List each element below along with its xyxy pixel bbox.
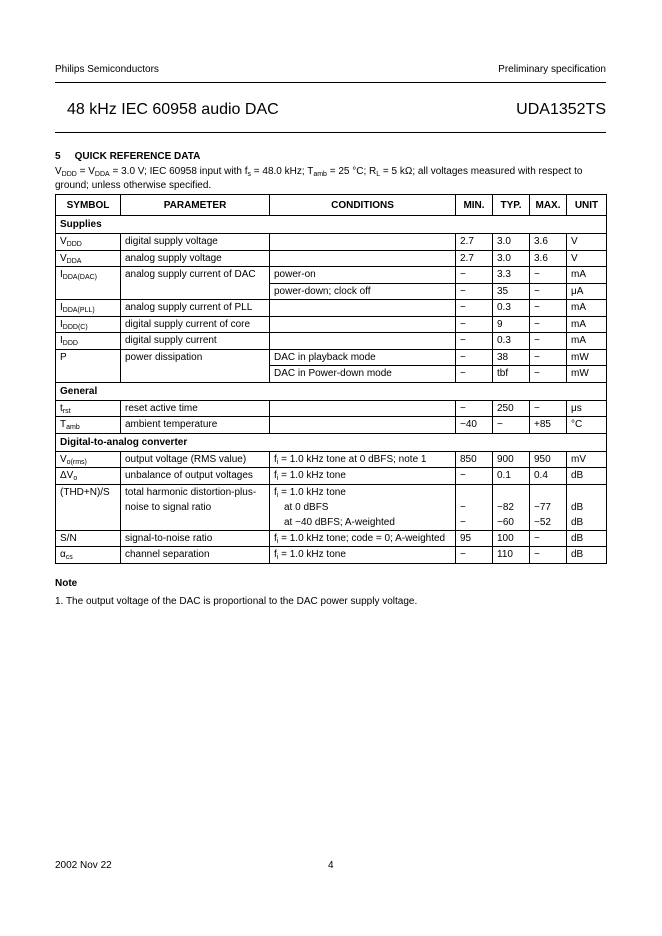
table-row (56, 250, 607, 267)
part-number: UDA1352TS (516, 101, 606, 118)
parameter-cell: digital supply current of core (121, 316, 270, 333)
max-cell: − (530, 530, 567, 547)
max-cell: − (530, 267, 567, 284)
conditions-cell (270, 316, 456, 333)
column-header: TYP. (493, 195, 530, 216)
table-row (56, 451, 607, 468)
conditions-cell (270, 250, 456, 267)
parameter-cell: reset active time (121, 400, 270, 417)
header-rule (55, 82, 606, 83)
symbol-cell: $I_{DDD(C)}$ (56, 316, 121, 333)
parameter-cell: total harmonic distortion-plus-noise to signal ratio (121, 484, 270, 530)
title-rule (55, 132, 606, 133)
conditions-cell: DAC in Power-down mode (270, 366, 456, 383)
min-cell: 2.7 (456, 250, 493, 267)
typ-cell: 0.3 (493, 333, 530, 350)
table-row (56, 300, 607, 317)
min-cell: 2.7 (456, 234, 493, 251)
conditions-cell (270, 234, 456, 251)
symbol-cell: $V_{DDA}$ (56, 250, 121, 267)
group-label: Supplies (56, 216, 607, 234)
typ-cell: 900 (493, 451, 530, 468)
unit-cell: dB (567, 547, 607, 564)
unit-cell: V (567, 234, 607, 251)
max-cell: − (530, 333, 567, 350)
typ-cell: 0.1 (493, 468, 530, 485)
column-header: MAX. (530, 195, 567, 216)
conditions-cell: $f_i = 1.0$ kHz tone (270, 547, 456, 564)
unit-cell: μA (567, 283, 607, 300)
symbol-cell: $V_{DDD}$ (56, 234, 121, 251)
parameter-cell: channel separation (121, 547, 270, 564)
footer-date: 2002 Nov 22 (55, 860, 112, 871)
min-cell: − (456, 547, 493, 564)
symbol-cell: $I_{DDD}$ (56, 333, 121, 350)
parameter-cell: power dissipation (121, 349, 270, 382)
conditions-cell: $f_i = 1.0$ kHz tone at 0 dBFS at −40 dBFS; A-weighted (270, 484, 456, 530)
unit-cell: dB dB (567, 484, 607, 530)
parameter-cell: ambient temperature (121, 417, 270, 434)
max-cell: − (530, 547, 567, 564)
conditions-cell: $f_i = 1.0$ kHz tone; code = 0; A-weighted (270, 530, 456, 547)
parameter-cell: analog supply voltage (121, 250, 270, 267)
parameter-cell: analog supply current of PLL (121, 300, 270, 317)
max-cell: 950 (530, 451, 567, 468)
unit-cell: mA (567, 300, 607, 317)
group-row (56, 382, 607, 400)
max-cell: − (530, 349, 567, 366)
conditions-cell (270, 333, 456, 350)
table-row (56, 234, 607, 251)
unit-cell: μs (567, 400, 607, 417)
max-cell: − (530, 316, 567, 333)
min-cell: − (456, 300, 493, 317)
typ-cell: 38 (493, 349, 530, 366)
min-cell: − (456, 267, 493, 284)
typ-cell: 3.0 (493, 250, 530, 267)
typ-cell: 110 (493, 547, 530, 564)
min-cell: 95 (456, 530, 493, 547)
unit-cell: mV (567, 451, 607, 468)
group-row (56, 216, 607, 234)
unit-cell: mA (567, 316, 607, 333)
note-heading: Note (55, 578, 78, 589)
min-cell: − (456, 349, 493, 366)
symbol-cell: S/N (56, 530, 121, 547)
table-row (56, 484, 607, 530)
conditions-cell: $f_i = 1.0$ kHz tone at 0 dBFS; note 1 (270, 451, 456, 468)
max-cell: −77 −52 (530, 484, 567, 530)
min-cell: − (456, 283, 493, 300)
unit-cell: mW (567, 349, 607, 366)
max-cell: +85 (530, 417, 567, 434)
min-cell: − (456, 366, 493, 383)
typ-cell: 0.3 (493, 300, 530, 317)
column-header: CONDITIONS (270, 195, 456, 216)
table-header-row (56, 195, 607, 216)
typ-cell: 35 (493, 283, 530, 300)
symbol-cell: $\alpha_{cs}$ (56, 547, 121, 564)
symbol-cell: $I_{DDA(DAC)}$ (56, 267, 121, 300)
symbol-cell: P (56, 349, 121, 382)
min-cell: − (456, 316, 493, 333)
min-cell: − (456, 400, 493, 417)
group-label: General (56, 382, 607, 400)
max-cell: − (530, 366, 567, 383)
note-item: 1. The output voltage of the DAC is proportional to the DAC power supply voltage. (55, 596, 418, 607)
max-cell: 0.4 (530, 468, 567, 485)
conditions-cell: power-down; clock off (270, 283, 456, 300)
min-cell: − (456, 468, 493, 485)
section-heading (55, 151, 200, 162)
unit-cell: V (567, 250, 607, 267)
typ-cell: 3.3 (493, 267, 530, 284)
group-row (56, 433, 607, 451)
group-label: Digital-to-analog converter (56, 433, 607, 451)
column-header: SYMBOL (56, 195, 121, 216)
min-cell: − − (456, 484, 493, 530)
max-cell: − (530, 283, 567, 300)
unit-cell: °C (567, 417, 607, 434)
unit-cell: dB (567, 530, 607, 547)
document-title: 48 kHz IEC 60958 audio DAC (67, 101, 279, 118)
parameter-cell: signal-to-noise ratio (121, 530, 270, 547)
symbol-cell: (THD+N)/S (56, 484, 121, 530)
table-row (56, 417, 607, 434)
typ-cell: 9 (493, 316, 530, 333)
symbol-cell: $t_{rst}$ (56, 400, 121, 417)
table-row (56, 267, 607, 284)
parameter-cell: analog supply current of DAC (121, 267, 270, 300)
max-cell: 3.6 (530, 250, 567, 267)
min-cell: −40 (456, 417, 493, 434)
parameter-cell: digital supply current (121, 333, 270, 350)
column-header: MIN. (456, 195, 493, 216)
unit-cell: dB (567, 468, 607, 485)
max-cell: − (530, 300, 567, 317)
symbol-cell: $\Delta V_o$ (56, 468, 121, 485)
table-row (56, 547, 607, 564)
parameter-cell: digital supply voltage (121, 234, 270, 251)
column-header: UNIT (567, 195, 607, 216)
min-cell: − (456, 333, 493, 350)
table-row (56, 530, 607, 547)
table-row (56, 349, 607, 366)
quick-reference-table (55, 194, 607, 564)
conditions-cell (270, 300, 456, 317)
section-number: 5 (55, 151, 61, 162)
page-number: 4 (328, 860, 334, 871)
table-row (56, 400, 607, 417)
document-status: Preliminary specification (498, 64, 606, 75)
conditions-paragraph: $V_{DDD} = V_{DDA} = 3.0$ V; IEC 60958 input with $f_s = 48.0$ kHz; $T_{amb} = 25$ °C; $R_L = 5$ kΩ; all voltages measured with respect to ground; unless otherwise specified. (55, 166, 583, 191)
conditions-cell (270, 400, 456, 417)
section-title: QUICK REFERENCE DATA (74, 151, 201, 162)
typ-cell: − (493, 417, 530, 434)
typ-cell: 250 (493, 400, 530, 417)
typ-cell: −82 −60 (493, 484, 530, 530)
table-row (56, 333, 607, 350)
unit-cell: mW (567, 366, 607, 383)
column-header: PARAMETER (121, 195, 270, 216)
symbol-cell: $I_{DDA(PLL)}$ (56, 300, 121, 317)
typ-cell: tbf (493, 366, 530, 383)
company-name: Philips Semiconductors (55, 64, 159, 75)
unit-cell: mA (567, 333, 607, 350)
conditions-cell (270, 417, 456, 434)
min-cell: 850 (456, 451, 493, 468)
table-row (56, 316, 607, 333)
symbol-cell: $T_{amb}$ (56, 417, 121, 434)
max-cell: − (530, 400, 567, 417)
parameter-cell: output voltage (RMS value) (121, 451, 270, 468)
max-cell: 3.6 (530, 234, 567, 251)
conditions-cell: $f_i = 1.0$ kHz tone (270, 468, 456, 485)
conditions-cell: power-on (270, 267, 456, 284)
unit-cell: mA (567, 267, 607, 284)
typ-cell: 3.0 (493, 234, 530, 251)
symbol-cell: $V_{o(rms)}$ (56, 451, 121, 468)
parameter-cell: unbalance of output voltages (121, 468, 270, 485)
table-row (56, 468, 607, 485)
conditions-cell: DAC in playback mode (270, 349, 456, 366)
typ-cell: 100 (493, 530, 530, 547)
